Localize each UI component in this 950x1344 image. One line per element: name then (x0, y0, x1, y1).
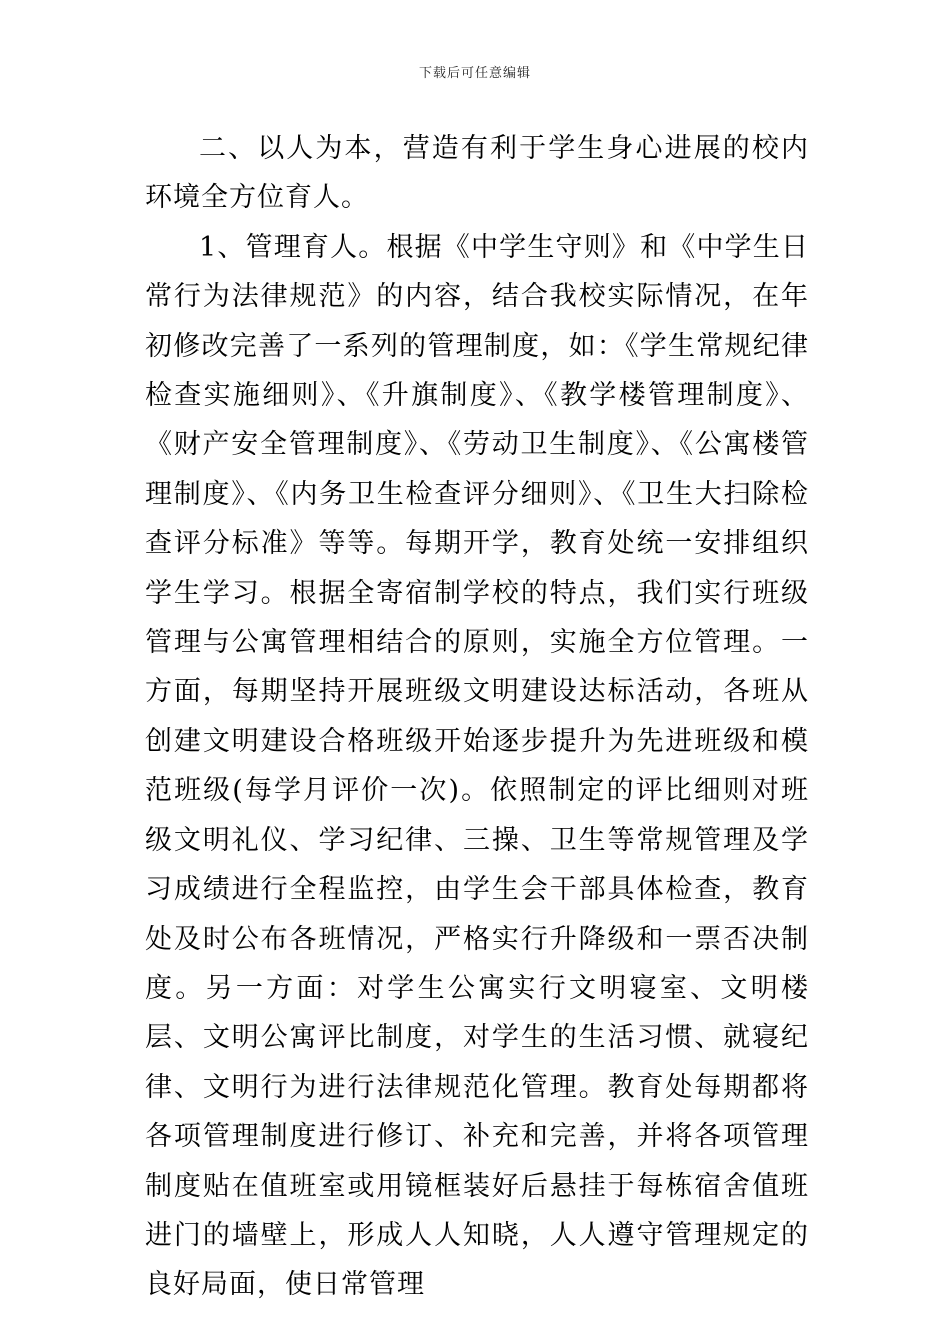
paragraph-management-education: 1、管理育人。根据《中学生守则》和《中学生日常行为法律规范》的内容，结合我校实际情况，在年初修改完善了一系列的管理制度，如：《学生常规纪律检查实施细则》、《升旗制度》、《教学楼管理制度》、《财产安全管理制度》、《劳动卫生制度》、《公寓楼管理制度》、《内务卫生检查评分细则》、《卫生大扫除检查评分标准》等等。每期开学，教育处统一安排组织学生学习。根据全寄宿制学校的特点，我们实行班级管理与公寓管理相结合的原则，实施全方位管理。一方面，每期坚持开展班级文明建设达标活动，各班从创建文明建设合格班级开始逐步提升为先进班级和模范班级(每学月评价一次)。依照制定的评比细则对班级文明礼仪、学习纪律、三操、卫生等常规管理及学习成绩进行全程监控，由学生会干部具体检查，教育处及时公布各班情况，严格实行升降级和一票否决制度。另一方面：对学生公寓实行文明寝室、文明楼层、文明公寓评比制度，对学生的生活习惯、就寝纪律、文明行为进行法律规范化管理。教育处每期都将各项管理制度进行修订、补充和完善，并将各项管理制度贴在值班室或用镜框装好后悬挂于每栋宿舍值班进门的墙壁上，形成人人知晓，人人遵守管理规定的良好局面，使日常管理 (145, 231, 809, 1301)
paragraph-section-heading: 二、以人为本，营造有利于学生身心进展的校内环境全方位育人。 (145, 133, 809, 214)
document-body (145, 124, 809, 1310)
page-header: 下载后可任意编辑 (418, 66, 531, 81)
